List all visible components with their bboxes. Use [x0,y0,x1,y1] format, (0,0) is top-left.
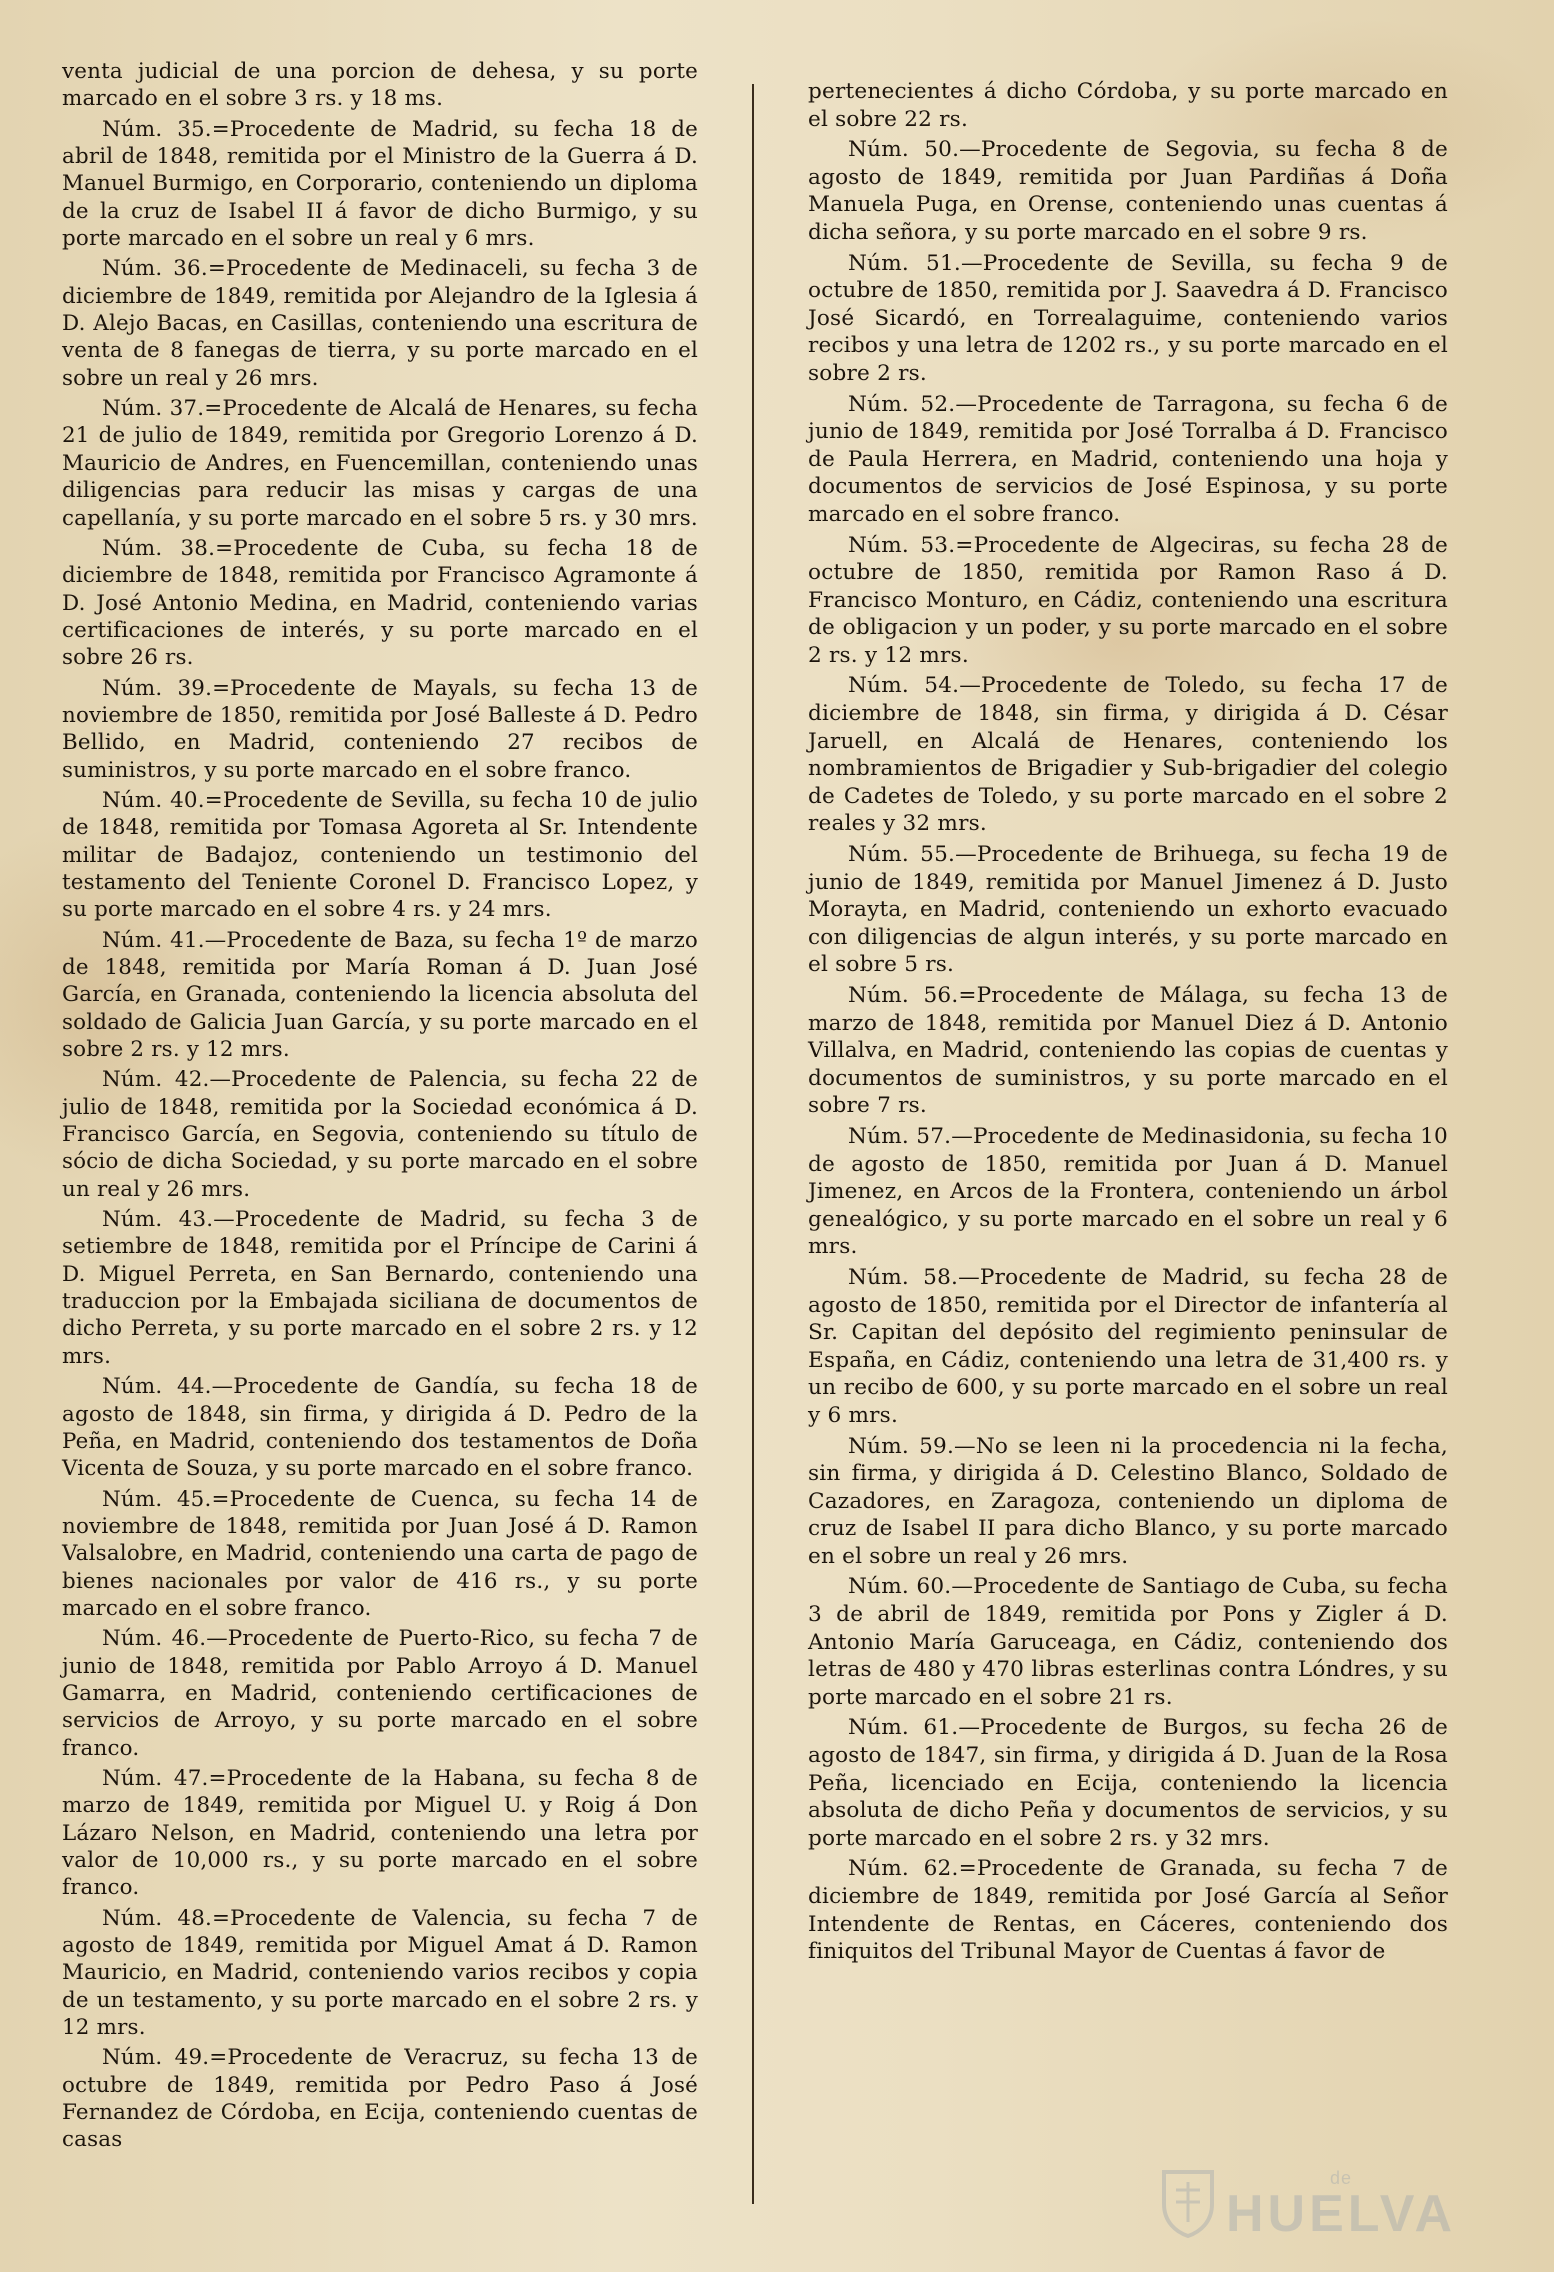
entry-paragraph: Núm. 38.=Procedente de Cuba, su fecha 18 de diciembre de 1848, remitida por Francisco Agramonte á D. José Antonio Medina, en Madrid, conteniendo varias certificaciones de interés, y su porte marcado en el sobre 26 rs. [62,535,698,671]
entry-paragraph: Núm. 52.—Procedente de Tarragona, su fecha 6 de junio de 1849, remitida por José Torralba á D. Francisco de Paula Herrera, en Madrid, conteniendo una hoja y documentos de servicios de José Espinosa, y su porte marcado en el sobre franco. [808,391,1448,527]
entry-paragraph: Núm. 47.=Procedente de la Habana, su fecha 8 de marzo de 1849, remitida por Miguel U. y Roig á Don Lázaro Nelson, en Madrid, conteniendo una letra por valor de 10,000 rs., y su porte marcado en el sobre franco. [62,1765,698,1901]
entry-paragraph: Núm. 58.—Procedente de Madrid, su fecha 28 de agosto de 1850, remitida por el Director de infantería al Sr. Capitan del depósito del regimiento peninsular de España, en Cádiz, conteniendo una letra de 31,400 rs. y un recibo de 600, y su porte marcado en el sobre un real y 6 mrs. [808,1264,1448,1428]
entry-paragraph: Núm. 39.=Procedente de Mayals, su fecha 13 de noviembre de 1850, remitida por José Balleste á D. Pedro Bellido, en Madrid, conteniendo 27 recibos de suministros, y su porte marcado en el sobre franco. [62,675,698,783]
entry-paragraph: Núm. 37.=Procedente de Alcalá de Henares, su fecha 21 de julio de 1849, remitida por Gregorio Lorenzo á D. Mauricio de Andres, en Fuencemillan, conteniendo unas diligencias para reducir las misas y cargas de una capellanía, y su porte marcado en el sobre 5 rs. y 30 mrs. [62,396,698,531]
entry-paragraph: Núm. 48.=Procedente de Valencia, su fecha 7 de agosto de 1849, remitida por Miguel Amat á D. Ramon Mauricio, en Madrid, conteniendo varios recibos y copia de un testamento, y su porte marcado en el sobre 2 rs. y 12 mrs. [62,1905,698,2041]
entry-paragraph: Núm. 50.—Procedente de Segovia, su fecha 8 de agosto de 1849, remitida por Juan Pardiñas á Doña Manuela Puga, en Orense, conteniendo unas cuentas á dicha señora, y su porte marcado en el sobre 9 rs. [808,137,1448,245]
entry-paragraph: Núm. 35.=Procedente de Madrid, su fecha 18 de abril de 1848, remitida por el Ministro de la Guerra á D. Manuel Burmigo, en Corporario, conteniendo un diploma de la cruz de Isabel II á favor de dicho Burmigo, y su porte marcado en el sobre un real y 6 mrs. [62,116,698,252]
continued-paragraph: venta judicial de una porcion de dehesa, y su porte marcado en el sobre 3 rs. y 18 ms. [62,59,698,112]
watermark [1160,2168,1490,2248]
entry-paragraph: Núm. 56.=Procedente de Málaga, su fecha 13 de marzo de 1848, remitida por Manuel Diez á D. Antonio Villalva, en Madrid, conteniendo las copias de cuentas y documentos de suministros, y su porte marcado en el sobre 7 rs. [808,983,1448,1119]
entry-paragraph: Núm. 46.—Procedente de Puerto-Rico, su fecha 7 de junio de 1848, remitida por Pablo Arroyo á D. Manuel Gamarra, en Madrid, conteniendo certificaciones de servicios de Arroyo, y su porte marcado en el sobre franco. [62,1626,698,1761]
entry-paragraph: Núm. 55.—Procedente de Brihuega, su fecha 19 de junio de 1849, remitida por Manuel Jimenez á D. Justo Morayta, en Madrid, conteniendo un exhorto evacuado con diligencias de algun interés, y su porte marcado en el sobre 5 rs. [808,842,1448,978]
left-column [62,58,698,2157]
entry-paragraph: Núm. 62.=Procedente de Granada, su fecha 7 de diciembre de 1849, remitida por José García al Señor Intendente de Rentas, en Cáceres, conteniendo dos finiquitos del Tribunal Mayor de Cuentas á favor de [808,1856,1448,1965]
entry-paragraph: Núm. 53.=Procedente de Algeciras, su fecha 28 de octubre de 1850, remitida por Ramon Raso á D. Francisco Monturo, en Cádiz, conteniendo una escritura de obligacion y un poder, y su porte marcado en el sobre 2 rs. y 12 mrs. [808,532,1448,668]
column-divider [752,84,754,2204]
entry-paragraph: Núm. 61.—Procedente de Burgos, su fecha 26 de agosto de 1847, sin firma, y dirigida á D. Juan de la Rosa Peña, licenciado en Ecija, conteniendo la licencia absoluta de dicho Peña y documentos de servicios, y su porte marcado en el sobre 2 rs. y 32 mrs. [808,1715,1448,1851]
watermark-small-text: de [1330,2168,1353,2188]
entry-paragraph: Núm. 59.—No se leen ni la procedencia ni la fecha, sin firma, y dirigida á D. Celestino Blanco, Soldado de Cazadores, en Zaragoza, conteniendo un diploma de cruz de Isabel II para dicho Blanco, y su porte marcado en el sobre un real y 26 mrs. [808,1433,1448,1569]
entry-paragraph: Núm. 49.=Procedente de Veracruz, su fecha 13 de octubre de 1849, remitida por Pedro Paso á José Fernandez de Córdoba, en Ecija, conteniendo cuentas de casas [62,2045,698,2153]
entry-paragraph: Núm. 60.—Procedente de Santiago de Cuba, su fecha 3 de abril de 1849, remitida por Pons y Zigler á D. Antonio María Garuceaga, en Cádiz, conteniendo dos letras de 480 y 470 libras esterlinas contra Lóndres, y su porte marcado en el sobre 21 rs. [808,1574,1448,1710]
entry-paragraph: Núm. 51.—Procedente de Sevilla, su fecha 9 de octubre de 1850, remitida por J. Saavedra á D. Francisco José Sicardó, en Torrealaguime, conteniendo varios recibos y una letra de 1202 rs., y su porte marcado en el sobre 2 rs. [808,250,1448,386]
continued-paragraph: pertenecientes á dicho Córdoba, y su porte marcado en el sobre 22 rs. [808,79,1448,132]
entry-paragraph: Núm. 54.—Procedente de Toledo, su fecha 17 de diciembre de 1848, sin firma, y dirigida á D. César Jaruell, en Alcalá de Henares, conteniendo los nombramientos de Brigadier y Sub-brigadier del colegio de Cadetes de Toledo, y su porte marcado en el sobre 2 reales y 32 mrs. [808,673,1448,837]
entry-paragraph: Núm. 45.=Procedente de Cuenca, su fecha 14 de noviembre de 1848, remitida por Juan José á D. Ramon Valsalobre, en Madrid, conteniendo una carta de pago de bienes nacionales por valor de 416 rs., y su porte marcado en el sobre franco. [62,1486,698,1621]
entry-paragraph: Núm. 40.=Procedente de Sevilla, su fecha 10 de julio de 1848, remitida por Tomasa Agoreta al Sr. Intendente militar de Badajoz, conteniendo un testimonio del testamento del Teniente Coronel D. Francisco Lopez, y su porte marcado en el sobre 4 rs. y 24 mrs. [62,787,698,923]
right-column [808,78,1448,1969]
entry-paragraph: Núm. 36.=Procedente de Medinaceli, su fecha 3 de diciembre de 1849, remitida por Alejandro de la Iglesia á D. Alejo Bacas, en Casillas, conteniendo una escritura de venta de 8 fanegas de tierra, y su porte marcado en el sobre un real y 26 mrs. [62,256,698,391]
entry-paragraph: Núm. 57.—Procedente de Medinasidonia, su fecha 10 de agosto de 1850, remitida por Juan á D. Manuel Jimenez, en Arcos de la Frontera, conteniendo un árbol genealógico, y su porte marcado en el sobre un real y 6 mrs. [808,1123,1448,1260]
entry-paragraph: Núm. 41.—Procedente de Baza, su fecha 1º de marzo de 1848, remitida por María Roman á D. Juan José García, en Granada, conteniendo la licencia absoluta del soldado de Galicia Juan García, y su porte marcado en el sobre 2 rs. y 12 mrs. [62,927,698,1063]
entry-paragraph: Núm. 42.—Procedente de Palencia, su fecha 22 de julio de 1848, remitida por la Sociedad económica á D. Francisco García, en Segovia, conteniendo su título de sócio de dicha Sociedad, y su porte marcado en el sobre un real y 26 mrs. [62,1067,698,1202]
entry-paragraph: Núm. 44.—Procedente de Gandía, su fecha 18 de agosto de 1848, sin firma, y dirigida á D. Pedro de la Peña, en Madrid, conteniendo dos testamentos de Doña Vicenta de Souza, y su porte marcado en el sobre franco. [62,1374,698,1482]
entry-paragraph: Núm. 43.—Procedente de Madrid, su fecha 3 de setiembre de 1848, remitida por el Príncipe de Carini á D. Miguel Perreta, en San Bernardo, conteniendo una traduccion por la Embajada siciliana de documentos de dicho Perreta, y su porte marcado en el sobre 2 rs. y 12 mrs. [62,1207,698,1369]
shield-icon [1160,2168,1216,2238]
watermark-text: HUELVA [1226,2185,1457,2243]
